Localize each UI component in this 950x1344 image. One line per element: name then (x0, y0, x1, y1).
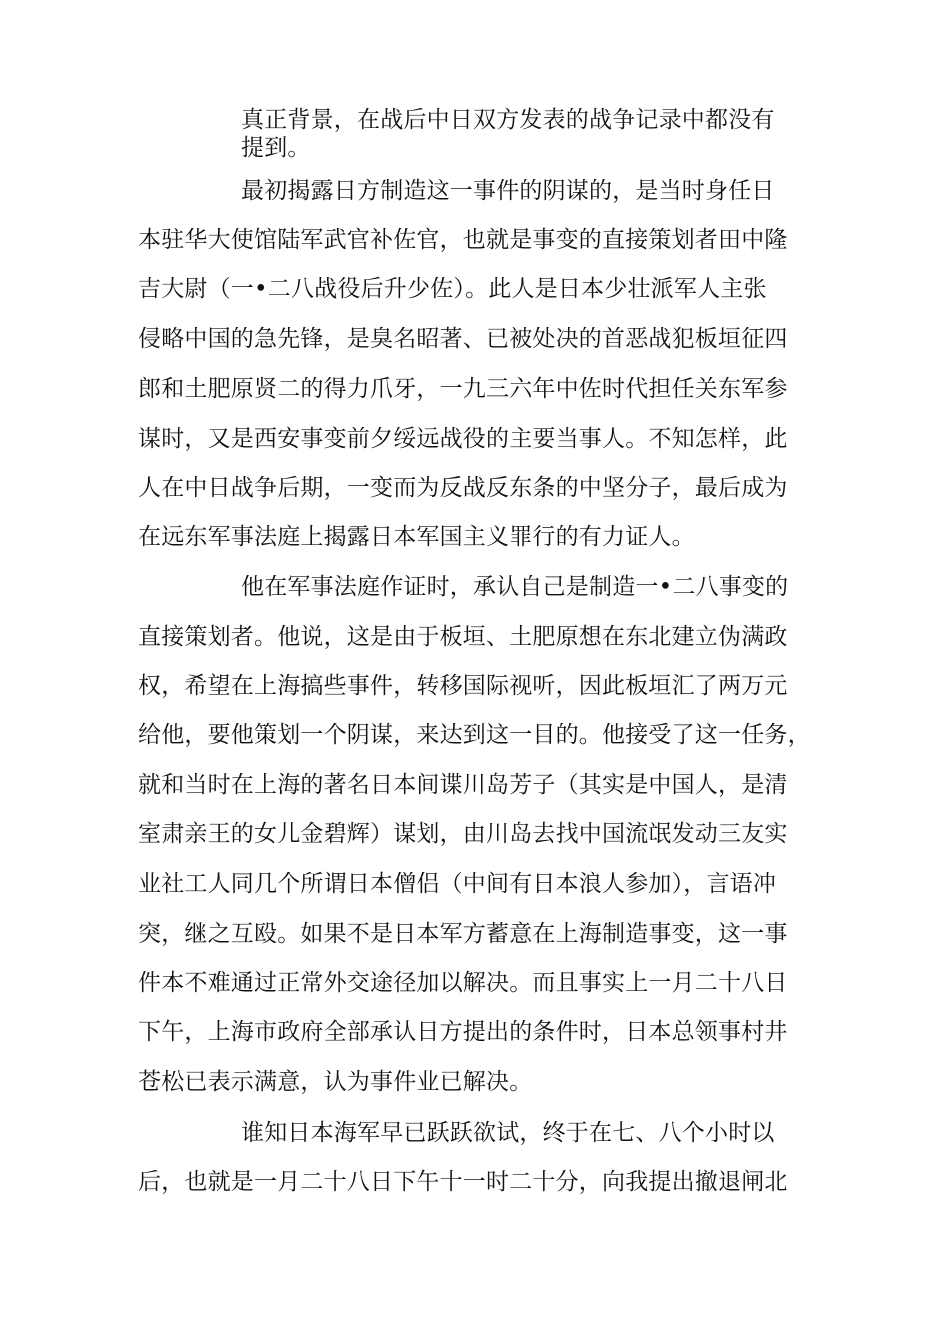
paragraph-line: 侵略中国的急先锋，是臭名昭著、已被处决的首恶战犯板垣征四 (138, 326, 788, 352)
paragraph-line: 苍松已表示满意，认为事件业已解决。 (138, 1069, 533, 1095)
paragraph-line: 权，希望在上海搞些事件，转移国际视听，因此板垣汇了两万元 (138, 673, 788, 699)
paragraph-line: 郎和土肥原贤二的得力爪牙，一九三六年中佐时代担任关东军参 (138, 376, 788, 402)
paragraph-line: 给他，要他策划一个阴谋，来达到这一目的。他接受了这一任务， (138, 722, 811, 748)
paragraph-line: 本驻华大使馆陆军武官补佐官，也就是事变的直接策划者田中隆 (138, 227, 788, 253)
paragraph-line: 业社工人同几个所谓日本僧侣（中间有日本浪人参加），言语冲 (138, 871, 777, 897)
paragraph-line: 真正背景，在战后中日双方发表的战争记录中都没有 (241, 107, 775, 133)
paragraph-line: 人在中日战争后期，一变而为反战反东条的中坚分子，最后成为 (138, 475, 788, 501)
paragraph-line: 室肃亲王的女儿金碧辉）谋划，由川岛去找中国流氓发动三友实 (138, 821, 788, 847)
paragraph-line: 后，也就是一月二十八日下午十一时二十分，向我提出撤退闸北 (138, 1169, 788, 1195)
paragraph-line: 他在军事法庭作证时，承认自己是制造一•二八事变的 (241, 574, 789, 600)
paragraph-line: 谋时，又是西安事变前夕绥远战役的主要当事人。不知怎样，此 (138, 426, 788, 452)
paragraph-line: 下午，上海市政府全部承认日方提出的条件时，日本总领事村井 (138, 1019, 788, 1045)
paragraph-line: 最初揭露日方制造这一事件的阴谋的，是当时身任日 (241, 178, 775, 204)
paragraph-line: 提到。 (241, 135, 311, 161)
paragraph-line: 吉大尉（一•二八战役后升少佐）。此人是日本少壮派军人主张 (138, 276, 767, 302)
paragraph-line: 直接策划者。他说，这是由于板垣、土肥原想在东北建立伪满政 (138, 624, 788, 650)
paragraph-line: 谁知日本海军早已跃跃欲试，终于在七、八个小时以 (241, 1120, 775, 1146)
paragraph-line: 在远东军事法庭上揭露日本军国主义罪行的有力证人。 (138, 524, 695, 550)
paragraph-line: 就和当时在上海的著名日本间谍川岛芳子（其实是中国人，是清 (138, 772, 788, 798)
paragraph-line: 件本不难通过正常外交途径加以解决。而且事实上一月二十八日 (138, 970, 788, 996)
paragraph-line: 突，继之互殴。如果不是日本军方蓄意在上海制造事变，这一事 (138, 921, 788, 947)
